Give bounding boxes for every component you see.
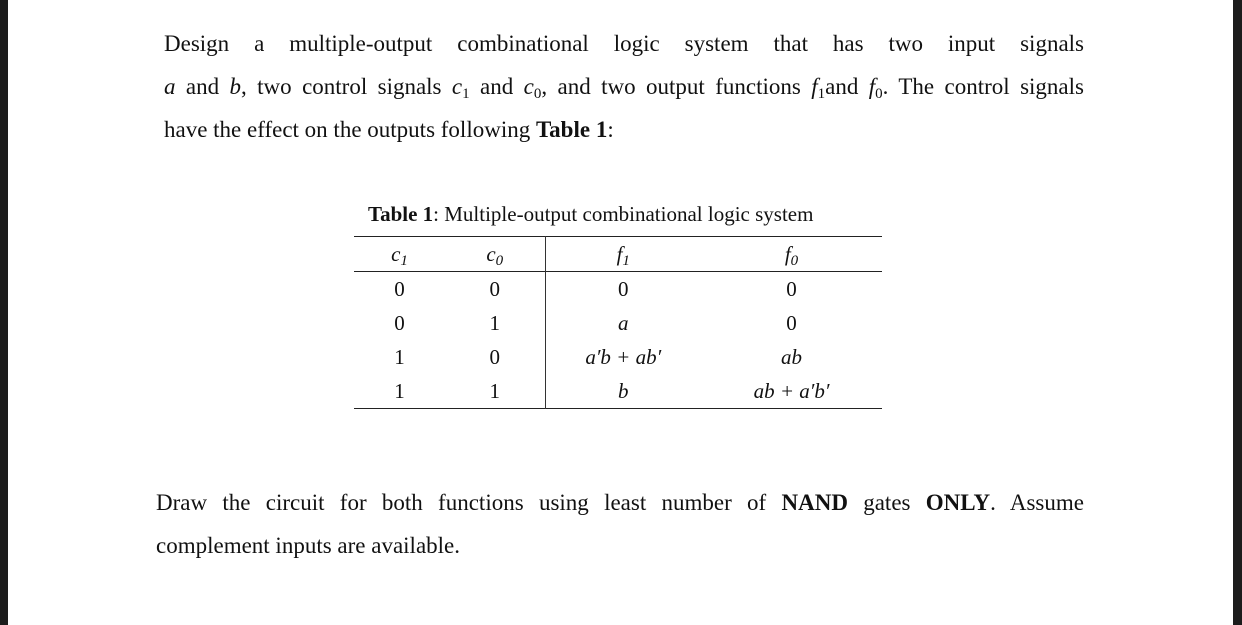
instruction-line-1: Draw the circuit for both functions using least number of NAND gates ONLY. Assume bbox=[156, 490, 1084, 515]
table-row bbox=[354, 374, 882, 409]
cell-c1: 1 bbox=[394, 378, 405, 403]
cell-c1: 0 bbox=[394, 310, 405, 335]
cell-f1: a bbox=[618, 310, 629, 335]
question-line-1: Design a multiple-output combinational logic system that has two input signals bbox=[164, 31, 1084, 56]
instruction-line-2: complement inputs are available. bbox=[156, 533, 460, 558]
table-row bbox=[354, 272, 882, 307]
header-f0: $f_0$ bbox=[784, 241, 799, 269]
cell-f1: 0 bbox=[618, 276, 629, 301]
cell-c0: 1 bbox=[445, 306, 545, 340]
cell-f0: 0 bbox=[786, 276, 797, 301]
question-line-2: a and b, two control signals $c_1$ and $c_0$, and two output functions $f_1and$ $f_0$. The control signals bbox=[164, 74, 1084, 102]
table-row bbox=[354, 340, 882, 374]
instruction-paragraph bbox=[156, 481, 1084, 567]
cell-c0: 0 bbox=[445, 272, 545, 307]
logic-table bbox=[354, 236, 882, 409]
cell-c0: 1 bbox=[445, 374, 545, 409]
header-c1: $c_1$ bbox=[391, 241, 408, 269]
question-line-3: have the effect on the outputs following Table 1: bbox=[164, 117, 614, 142]
cell-f0: ab + a′b′ bbox=[753, 378, 830, 403]
table-row bbox=[354, 306, 882, 340]
cell-f1: a′b + ab′ bbox=[585, 344, 662, 369]
header-c0: $c_0$ bbox=[445, 237, 545, 272]
header-f1: $f_1$ bbox=[616, 241, 630, 269]
cell-c1: 0 bbox=[394, 276, 405, 301]
document-page bbox=[8, 0, 1233, 625]
cell-c1: 1 bbox=[394, 344, 405, 369]
cell-c0: 0 bbox=[445, 340, 545, 374]
table-header-row bbox=[354, 237, 882, 272]
cell-f1: b bbox=[618, 378, 629, 403]
question-paragraph bbox=[164, 22, 1084, 151]
table-caption: Table 1: Multiple-output combinational logic system bbox=[368, 202, 814, 226]
cell-f0: ab bbox=[781, 344, 802, 369]
cell-f0: 0 bbox=[786, 310, 797, 335]
